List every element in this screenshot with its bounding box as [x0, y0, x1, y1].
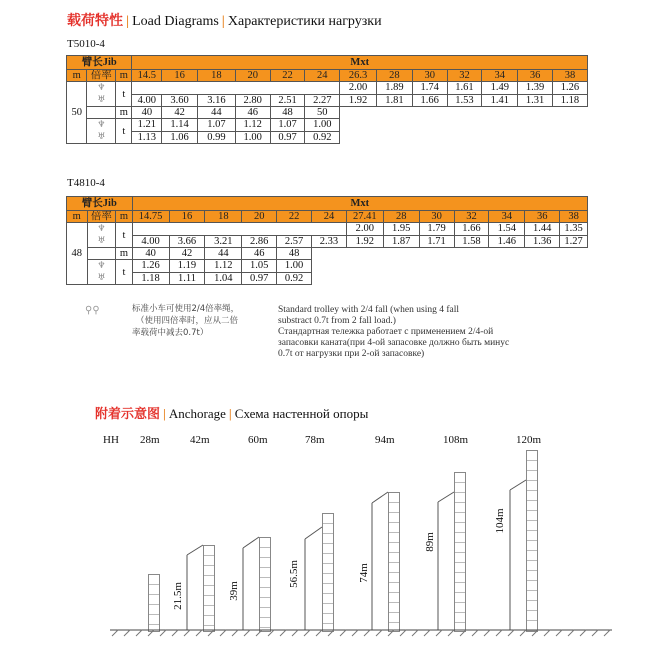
jib-length-cell: 50 — [67, 82, 87, 144]
separator: | — [126, 14, 130, 29]
load-cell: 1.12 — [235, 119, 270, 132]
load-cell: 1.12 — [205, 260, 242, 273]
load-cell: 0.99 — [197, 131, 235, 144]
load-cell: 2.80 — [235, 94, 270, 107]
height-label: 28m — [140, 434, 160, 446]
load-cell: 1.66 — [454, 223, 489, 236]
load-cell: 1.26 — [552, 82, 587, 95]
load-cell: 1.07 — [197, 119, 235, 132]
load-cell: 4.00 — [132, 235, 169, 248]
hook-icon-4fall: ♆ — [87, 223, 116, 236]
radius-cell: 16 — [162, 70, 198, 82]
load-cell: 3.60 — [162, 94, 198, 107]
model-label-t4810: T4810-4 — [67, 177, 105, 189]
radius2-cell: 42 — [169, 248, 205, 260]
load-cell: 1.74 — [412, 82, 447, 95]
note-zh-line: 率载荷中减去0.7t） — [132, 328, 209, 338]
load-cell: 0.92 — [277, 272, 312, 285]
load-cell: 1.00 — [235, 131, 270, 144]
hook-icon-4fall-b: ♅ — [87, 94, 116, 107]
radius-cell: 24 — [312, 211, 347, 223]
note-en-line: Standard trolley with 2/4 fall (when using 4 fall — [278, 305, 459, 315]
radius-cell: 16 — [169, 211, 205, 223]
note-zh — [132, 303, 272, 339]
jib-length-cell: 48 — [67, 223, 88, 285]
radius-cell: 22 — [270, 70, 305, 82]
load-cell: 1.36 — [525, 235, 560, 248]
radius-cell: 14.75 — [132, 211, 169, 223]
title-en: Anchorage — [168, 406, 226, 421]
radius2-cell: 48 — [270, 107, 305, 119]
hook-icon-2fall-b: ♅ — [87, 272, 116, 285]
height-label: 78m — [305, 434, 325, 446]
separator: | — [228, 406, 232, 421]
header-fall: 倍率 — [87, 211, 116, 223]
load-cell: 2.57 — [277, 235, 312, 248]
height-label: 120m — [516, 434, 542, 446]
note-en — [278, 305, 578, 360]
radius2-cell: 44 — [197, 107, 235, 119]
load-cell: 0.97 — [242, 272, 277, 285]
load-cell: 1.07 — [270, 119, 305, 132]
load-cell: 3.66 — [169, 235, 205, 248]
note-en-line: запасовки каната(при 4-ой запасовке должно быть минус — [278, 338, 510, 348]
unit-t-cell: t — [116, 260, 132, 285]
load-cell: 1.81 — [377, 94, 413, 107]
radius-cell: 18 — [197, 70, 235, 82]
load-cell: 1.14 — [162, 119, 198, 132]
load-cell: 2.51 — [270, 94, 305, 107]
hook-icon-2fall: ♆ — [87, 119, 116, 132]
load-table-t5010 — [66, 55, 588, 144]
load-cell: 1.95 — [383, 223, 419, 236]
load-cell: 1.13 — [132, 131, 162, 144]
header-jib: 臂长Jib — [67, 56, 132, 70]
radius-cell: 38 — [560, 211, 588, 223]
title-ru: Характеристики нагрузки — [227, 14, 382, 29]
title-zh: 附着示意图 — [95, 407, 161, 422]
anchor-height-label: 74m — [358, 563, 370, 583]
load-cell: 1.66 — [412, 94, 447, 107]
title-en: Load Diagrams — [132, 14, 219, 29]
header-m2: m — [116, 211, 132, 223]
header-m-radius: m — [116, 248, 132, 260]
radius-cell: 34 — [482, 70, 518, 82]
load-cell: 1.89 — [377, 82, 413, 95]
hook-icon-4fall: ♆ — [87, 82, 116, 95]
radius-cell: 20 — [235, 70, 270, 82]
load-cell: 1.27 — [560, 235, 588, 248]
separator: | — [221, 14, 225, 29]
load-cell: 1.87 — [383, 235, 419, 248]
radius-cell: 24 — [305, 70, 340, 82]
load-cell: 1.53 — [447, 94, 482, 107]
hh-label: HH — [103, 434, 119, 446]
load-cell: 2.86 — [242, 235, 277, 248]
radius-cell: 27.41 — [346, 211, 383, 223]
section-title-anchorage — [95, 403, 368, 422]
radius-cell: 38 — [552, 70, 587, 82]
load-cell: 1.39 — [518, 82, 553, 95]
radius-cell: 32 — [447, 70, 482, 82]
note-zh-line: （使用四倍率时，应从二倍 — [136, 316, 239, 326]
load-cell: 2.27 — [305, 94, 340, 107]
load-cell: 1.04 — [205, 272, 242, 285]
separator: | — [163, 406, 166, 421]
load-cell: 1.61 — [447, 82, 482, 95]
radius-cell: 28 — [377, 70, 413, 82]
load-cell: 4.00 — [132, 94, 162, 107]
anchor-height-label: 104m — [494, 508, 506, 534]
anchor-height-label: 39m — [228, 581, 240, 601]
radius-cell: 36 — [525, 211, 560, 223]
load-cell: 1.49 — [482, 82, 518, 95]
header-m2: m — [116, 70, 132, 82]
title-ru: Схема настенной опоры — [234, 406, 369, 421]
radius-cell: 28 — [383, 211, 419, 223]
load-cell: 1.05 — [242, 260, 277, 273]
anchor-height-label: 56.5m — [288, 560, 300, 588]
load-cell: 1.00 — [305, 119, 340, 132]
header-m: m — [67, 70, 87, 82]
load-cell: 2.33 — [312, 235, 347, 248]
height-label: 94m — [375, 434, 395, 446]
header-mxt: Mxt — [132, 197, 587, 211]
model-label-t5010: T5010-4 — [67, 38, 105, 50]
radius-cell: 30 — [419, 211, 454, 223]
radius2-cell: 48 — [277, 248, 312, 260]
radius2-cell: 40 — [132, 248, 169, 260]
radius-cell: 26.3 — [340, 70, 377, 82]
load-cell: 0.92 — [305, 131, 340, 144]
header-m: m — [67, 211, 88, 223]
load-cell: 1.31 — [518, 94, 553, 107]
header-fall: 倍率 — [87, 70, 116, 82]
anchor-height-label: 21.5m — [172, 582, 184, 610]
radius2-cell: 40 — [132, 107, 162, 119]
load-cell: 3.21 — [205, 235, 242, 248]
header-jib: 臂长Jib — [67, 197, 133, 211]
unit-t-cell: t — [116, 119, 132, 144]
radius2-cell: 42 — [162, 107, 198, 119]
load-cell: 1.11 — [169, 272, 205, 285]
load-cell: 1.92 — [340, 94, 377, 107]
radius-cell: 32 — [454, 211, 489, 223]
load-cell: 2.00 — [340, 82, 377, 95]
note-en-line: 0.7t от нагрузки при 2-ой запасовке) — [278, 349, 425, 359]
radius-cell: 30 — [412, 70, 447, 82]
section-title-load-diagrams — [67, 10, 382, 30]
header-mxt: Mxt — [132, 56, 588, 70]
load-cell: 1.54 — [489, 223, 525, 236]
load-cell: 1.79 — [419, 223, 454, 236]
load-cell: 1.18 — [552, 94, 587, 107]
load-cell: 1.35 — [560, 223, 588, 236]
radius-cell: 14.5 — [132, 70, 162, 82]
load-cell: 1.21 — [132, 119, 162, 132]
load-cell: 1.06 — [162, 131, 198, 144]
radius2-cell: 46 — [242, 248, 277, 260]
load-cell: 1.00 — [277, 260, 312, 273]
radius-cell: 18 — [205, 211, 242, 223]
load-cell: 1.71 — [419, 235, 454, 248]
hook-icon-2fall: ♆ — [87, 260, 116, 273]
load-cell: 1.26 — [132, 260, 169, 273]
anchor-height-label: 89m — [424, 532, 436, 552]
load-cell: 2.00 — [346, 223, 383, 236]
radius2-cell: 50 — [305, 107, 340, 119]
radius-cell: 34 — [489, 211, 525, 223]
height-label: 108m — [443, 434, 469, 446]
radius2-cell: 44 — [205, 248, 242, 260]
note-en-line: substract 0.7t from 2 fall load.) — [278, 316, 396, 326]
load-cell: 1.41 — [482, 94, 518, 107]
radius-cell: 22 — [277, 211, 312, 223]
radius-cell: 36 — [518, 70, 553, 82]
radius-cell: 20 — [242, 211, 277, 223]
note-en-line: Стандартная тележка работает с применением 2/4-ой — [278, 327, 494, 337]
anchorage-lines — [0, 440, 650, 640]
load-cell: 0.97 — [270, 131, 305, 144]
load-cell: 1.19 — [169, 260, 205, 273]
note-zh-line: 标准小车可使用2/4倍率绳， — [132, 304, 240, 314]
load-cell: 1.18 — [132, 272, 169, 285]
unit-t-cell: t — [116, 82, 132, 107]
unit-t-cell: t — [116, 223, 132, 248]
height-label: 60m — [248, 434, 268, 446]
load-cell: 1.92 — [346, 235, 383, 248]
radius2-cell: 46 — [235, 107, 270, 119]
hook-icon-4fall-b: ♅ — [87, 235, 116, 248]
height-label: 42m — [190, 434, 210, 446]
load-table-t4810 — [66, 196, 588, 285]
load-cell: 3.16 — [197, 94, 235, 107]
trolley-icon: ⚲⚲ — [85, 305, 100, 316]
load-cell: 1.58 — [454, 235, 489, 248]
load-cell: 1.44 — [525, 223, 560, 236]
load-cell: 1.46 — [489, 235, 525, 248]
hook-icon-2fall-b: ♅ — [87, 131, 116, 144]
title-zh: 载荷特性 — [67, 13, 123, 29]
header-m-radius: m — [116, 107, 132, 119]
